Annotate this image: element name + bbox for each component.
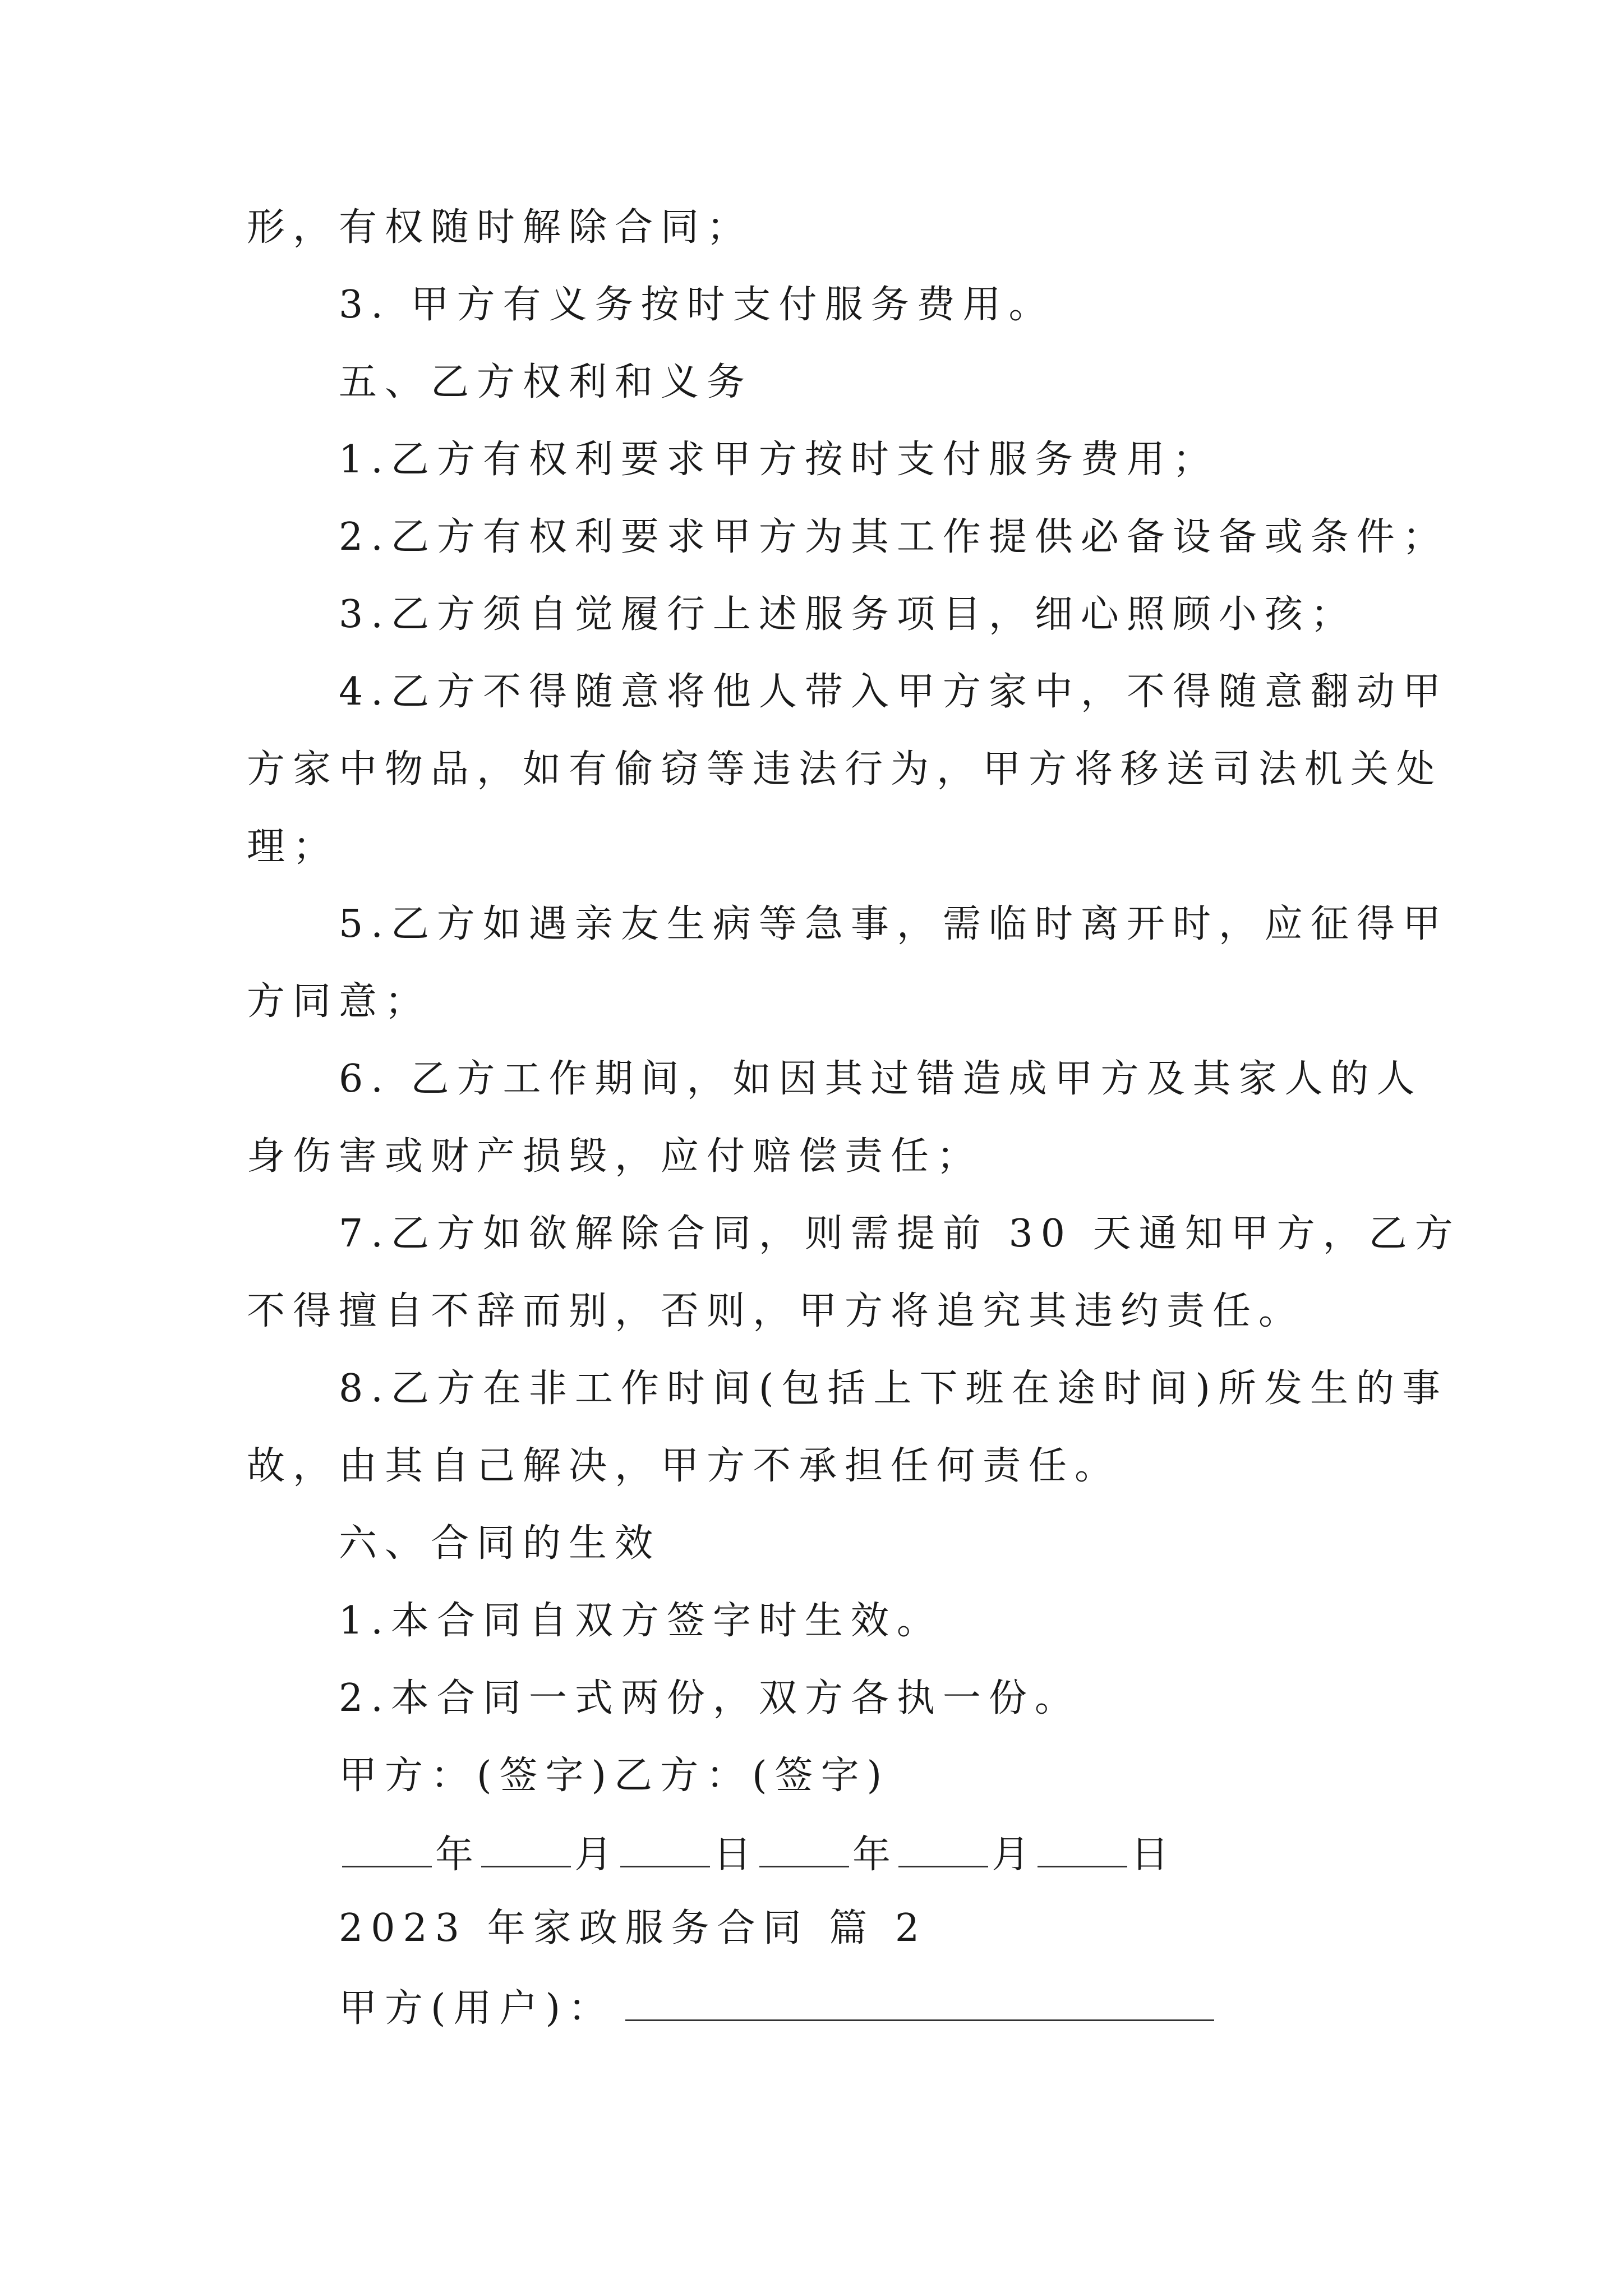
text-line: 2.乙方有权利要求甲方为其工作提供必备设备或条件； <box>339 515 1449 559</box>
month-label: 月 <box>574 1833 617 1877</box>
text-line: 故，由其自己解决，甲方不承担任何责任。 <box>247 1444 1121 1488</box>
day-label: 日 <box>1131 1833 1174 1877</box>
section-heading: 五、乙方权利和义务 <box>339 360 753 404</box>
year-label: 年 <box>852 1833 896 1877</box>
blank-line <box>1038 1833 1127 1867</box>
text-line: 1.本合同自双方签字时生效。 <box>339 1599 943 1643</box>
text-line: 3.乙方须自觉履行上述服务项目，细心照顾小孩； <box>339 592 1357 637</box>
text-line: 5.乙方如遇亲友生病等急事，需临时离开时，应征得甲 <box>339 902 1449 946</box>
party-a-label: 甲方(用户)： <box>339 1986 615 2031</box>
month-label: 月 <box>992 1833 1035 1877</box>
year-label: 年 <box>435 1833 478 1877</box>
text-line: 不得擅自不辞而别，否则，甲方将追究其违约责任。 <box>247 1289 1305 1333</box>
blank-line <box>759 1833 849 1867</box>
text-line: 8.乙方在非工作时间(包括上下班在途时间)所发生的事 <box>339 1366 1448 1411</box>
text-line: 2.本合同一式两份，双方各执一份。 <box>339 1676 1081 1720</box>
date-fill-row <box>339 1833 1174 1877</box>
text-line: 3. 甲方有义务按时支付服务费用。 <box>339 283 1055 327</box>
text-line: 理； <box>247 825 339 869</box>
text-line: 7.乙方如欲解除合同，则需提前 30 天通知甲方，乙方 <box>339 1212 1461 1256</box>
blank-line <box>342 1833 432 1867</box>
blank-line <box>481 1833 571 1867</box>
text-line: 4.乙方不得随意将他人带入甲方家中，不得随意翻动甲 <box>339 670 1449 714</box>
text-line: 身伤害或财产损毁，应付赔偿责任； <box>247 1134 983 1179</box>
party-a-row <box>339 1986 1483 2031</box>
section-heading: 六、合同的生效 <box>339 1521 661 1566</box>
party-a-blank-line <box>625 1987 1214 2021</box>
text-line: 6. 乙方工作期间，如因其过错造成甲方及其家人的人 <box>339 1057 1423 1101</box>
text-line: 方同意； <box>247 979 431 1024</box>
text-line: 1.乙方有权利要求甲方按时支付服务费用； <box>339 438 1219 482</box>
blank-line <box>898 1833 988 1867</box>
text-line: 形，有权随时解除合同； <box>247 205 753 250</box>
signature-line: 甲方：(签字)乙方：(签字) <box>339 1754 890 1798</box>
section-title: 2023 年家政服务合同 篇 2 <box>339 1906 928 1950</box>
day-label: 日 <box>713 1833 757 1877</box>
blank-line <box>620 1833 710 1867</box>
text-line: 方家中物品，如有偷窃等违法行为，甲方将移送司法机关处 <box>247 747 1443 792</box>
